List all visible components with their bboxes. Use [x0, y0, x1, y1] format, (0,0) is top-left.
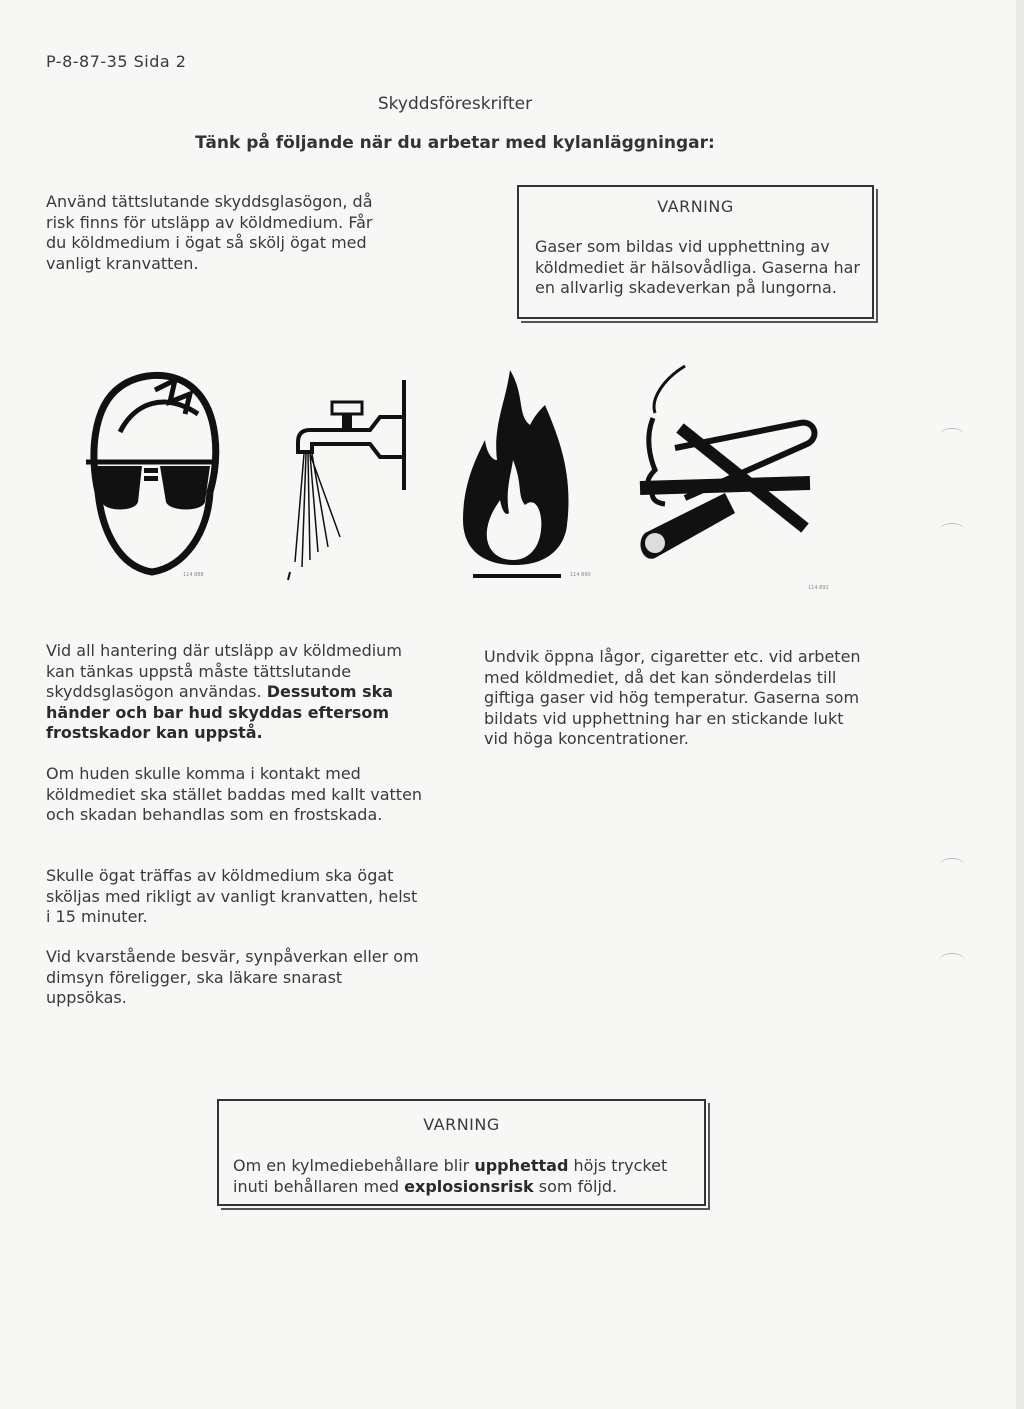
paragraph-skin-contact: Om huden skulle komma i kontakt med köldmediet ska stället baddas med kallt vatten och skadan behandlas som en frostskada.	[46, 764, 423, 824]
paragraph-eye-protection	[46, 641, 426, 744]
warning-text: som följd.	[533, 1176, 618, 1196]
warning-text: Om en kylmediebehållare blir	[233, 1156, 475, 1175]
warning-bold-text: upphettad	[474, 1156, 569, 1175]
binder-hole-mark	[940, 858, 964, 871]
warning-heading: VARNING	[423, 1115, 500, 1134]
icon-code: 114 890	[570, 572, 591, 578]
intro-paragraph: Använd tättslutande skyddsglasögon, då risk finns för utsläpp av köldmedium. Får du köldmedium i ögat så skölj ögat med vanligt kranvatten.	[46, 192, 373, 273]
warning-body: Gaser som bildas vid upphettning av köldmediet är hälsovådliga. Gaserna har en allvarlig skadeverkan på lungorna.	[535, 237, 860, 297]
warning-heading: VARNING	[657, 197, 734, 216]
water-tap-icon	[270, 372, 415, 587]
warning-box-top	[517, 185, 874, 319]
fire-icon	[455, 365, 575, 580]
safety-goggles-icon	[80, 362, 225, 587]
icon-code: 114 888	[183, 572, 204, 578]
warning-text: höjs trycket inuti behållaren med	[233, 1156, 668, 1196]
no-smoking-icon	[625, 358, 825, 583]
paragraph-eye-contact: Skulle ögat träffas av köldmedium ska ögat sköljas med rikligt av vanligt kranvatten, helst i 15 minuter.	[46, 866, 418, 926]
paragraph-bold-text: Dessutom ska händer och bar hud skyddas eftersom frostskador kan uppstå.	[46, 682, 394, 742]
paragraph-text: Vid all hantering där utsläpp av köldmedium kan tänkas uppstå måste tättslutande skyddsglasögon användas.	[46, 641, 402, 701]
binder-hole-mark	[940, 428, 964, 441]
binder-hole-mark	[940, 953, 964, 966]
binder-hole-mark	[940, 523, 964, 536]
left-column	[46, 641, 426, 744]
paragraph-open-flames: Undvik öppna lågor, cigaretter etc. vid arbeten med köldmediet, då det kan sönderdelas till giftiga gaser vid hög temperatur. Gaserna som bildats vid upphettning har en stickande lukt vid höga koncentrationer.	[484, 647, 861, 748]
warning-bold-text: explosionsrisk	[404, 1176, 534, 1196]
page-edge	[1016, 0, 1024, 1409]
paragraph-doctor: Vid kvarstående besvär, synpåverkan eller om dimsyn föreligger, ska läkare snarast uppsökas.	[46, 947, 419, 1007]
page-subtitle: Tänk på följande när du arbetar med kylanläggningar:	[195, 133, 715, 153]
warning-box-bottom	[217, 1099, 706, 1206]
icon-code: 114 891	[808, 585, 829, 591]
warning-body	[233, 1156, 703, 1197]
document-reference: P-8-87-35 Sida 2	[46, 52, 187, 71]
page-title: Skyddsföreskrifter	[377, 94, 533, 114]
